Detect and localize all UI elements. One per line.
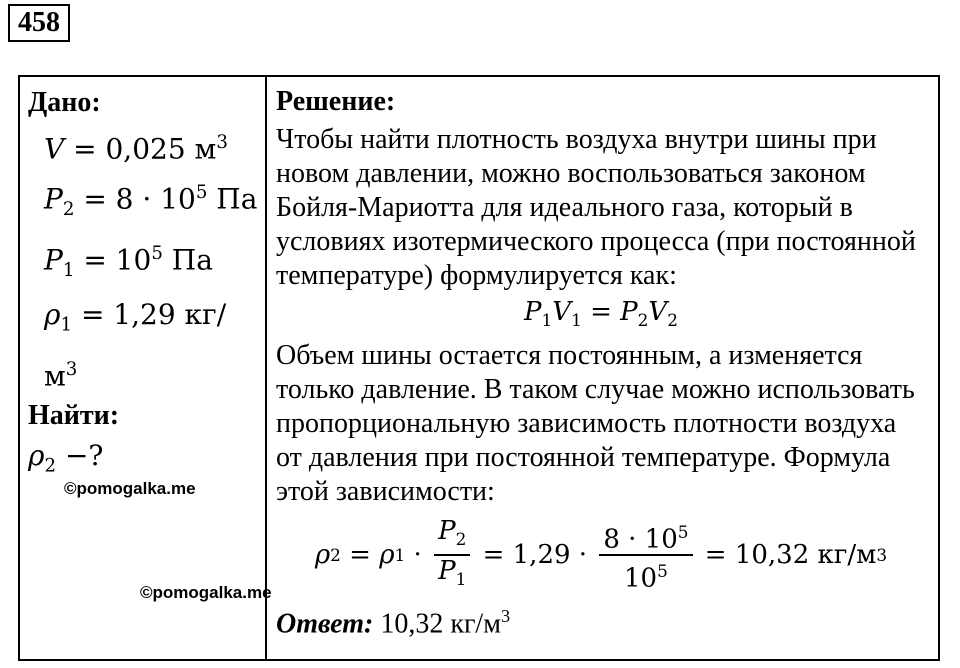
answer-label: Ответ: xyxy=(276,608,374,640)
symbol: P xyxy=(524,297,542,327)
answer-exponent: 3 xyxy=(500,606,511,627)
equals: = xyxy=(581,297,621,327)
symbol: V xyxy=(648,297,668,327)
answer-line xyxy=(276,599,926,641)
column-divider xyxy=(265,77,267,659)
given-heading: Дано: xyxy=(28,87,101,118)
symbol: ρ xyxy=(314,540,331,571)
exponent: 5 xyxy=(677,521,689,542)
unit: Па xyxy=(207,182,258,216)
given-pressure-1 xyxy=(28,232,258,293)
solution-paragraph-1: Чтобы найти плотность воздуха внутри шины при новом давлении, можно воспользоваться законом Бойля-Мариотта для идеального газа, который в условиях изотермического процесса (при постоянной температуре) формулируется как: xyxy=(276,124,916,291)
exponent: 5 xyxy=(195,182,208,204)
fraction-values xyxy=(599,517,692,594)
symbol: P xyxy=(438,556,456,587)
subscript: 1 xyxy=(60,314,73,336)
symbol: V xyxy=(44,132,65,166)
given-section xyxy=(28,85,258,489)
exponent: 5 xyxy=(151,243,163,265)
subscript: 2 xyxy=(62,199,75,221)
subscript: 1 xyxy=(455,569,467,590)
value: = 8 · 10 xyxy=(74,182,196,216)
given-density-1 xyxy=(28,293,258,398)
equals: = xyxy=(340,540,380,571)
symbol: P xyxy=(44,243,63,277)
value: 8 · 10 xyxy=(603,524,678,555)
unit: Па xyxy=(162,243,213,277)
boyle-mariotte-equation xyxy=(276,295,926,337)
exponent: 3 xyxy=(216,132,228,153)
problem-table xyxy=(18,75,940,661)
fraction-denominator xyxy=(438,556,466,594)
density-formula xyxy=(276,515,926,595)
fraction-denominator xyxy=(624,556,668,594)
question: −? xyxy=(56,439,104,473)
solution-heading: Решение: xyxy=(276,86,396,117)
subscript: 1 xyxy=(62,260,75,282)
fraction-pressures xyxy=(434,516,470,594)
result: = 10,32 кг/м xyxy=(696,540,877,571)
symbol: P xyxy=(44,182,63,216)
exponent: 3 xyxy=(876,545,888,566)
subscript: 1 xyxy=(394,545,406,566)
symbol: P xyxy=(620,297,638,327)
subscript: 2 xyxy=(330,545,341,566)
subscript: 2 xyxy=(667,310,678,331)
subscript: 1 xyxy=(541,310,553,331)
value: = 0,025 м xyxy=(64,132,217,166)
value: 10 xyxy=(623,563,658,594)
problem-number: 458 xyxy=(8,4,70,42)
subscript: 1 xyxy=(571,310,582,331)
fraction-numerator xyxy=(434,516,470,556)
find-heading: Найти: xyxy=(28,400,120,432)
fraction-numerator xyxy=(599,517,692,557)
substitution: = 1,29 · xyxy=(474,540,596,571)
multiply: · xyxy=(405,540,431,571)
exponent: 5 xyxy=(657,561,668,582)
given-pressure-2 xyxy=(28,171,258,232)
answer-value: 10,32 кг/м xyxy=(373,608,501,640)
watermark: ©pomogalka.me xyxy=(64,479,196,498)
symbol: ρ xyxy=(44,298,61,332)
symbol: V xyxy=(552,297,572,327)
solution-paragraph-2: Объем шины остается постоянным, а изменяется только давление. В таком случае можно использовать пропорциональную зависимость плотности воздуха от давления при постоянной температуре. Формула этой зависимости: xyxy=(276,340,915,508)
symbol: ρ xyxy=(379,540,395,571)
value: = 1,29 кг/м xyxy=(44,298,227,393)
exponent: 3 xyxy=(65,358,78,380)
subscript: 2 xyxy=(455,529,467,550)
watermark: ©pomogalka.me xyxy=(140,583,272,602)
subscript: 2 xyxy=(637,310,649,331)
solution-section xyxy=(276,85,926,642)
given-volume xyxy=(28,121,258,171)
symbol: P xyxy=(438,516,456,546)
subscript: 2 xyxy=(44,455,57,477)
value: = 10 xyxy=(74,243,152,277)
symbol: ρ xyxy=(28,439,45,473)
